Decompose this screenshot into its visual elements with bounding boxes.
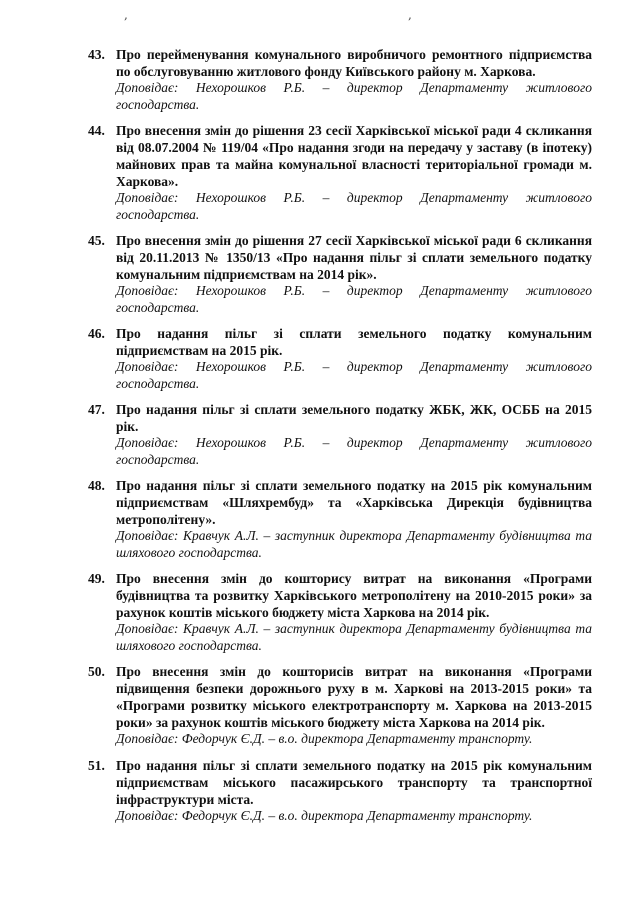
item-speaker: Доповідає: Нехорошков Р.Б. – директор Департаменту житлового господарства. <box>116 283 592 315</box>
item-number: 48. <box>88 478 105 493</box>
item-speaker: Доповідає: Федорчук Є.Д. – в.о. директора Департаменту транспорту. <box>116 807 533 823</box>
item-speaker: Доповідає: Кравчук А.Л. – заступник директора Департаменту будівництва та шляхового господарства. <box>116 621 592 653</box>
item-speaker: Доповідає: Федорчук Є.Д. – в.о. директора Департаменту транспорту. <box>116 731 533 746</box>
item-title: Про надання пільг зі сплати земельного податку комунальним підприємствам на 2015 рік. <box>116 326 592 358</box>
item-body <box>116 757 592 825</box>
item-number: 44. <box>88 123 105 138</box>
agenda-item <box>88 46 592 113</box>
item-number: 46. <box>88 326 105 341</box>
agenda-list <box>88 46 592 833</box>
item-number: 51. <box>88 757 105 773</box>
item-title: Про внесення змін до кошторисів витрат на виконання «Програми підвищення безпеки дорожнього руху в м. Харкові на 2013-2015 роки» та «Програми розвитку міського електротранспорту м. Харкова на 2013-2015 роки» за рахунок коштів міського бюджету міста Харкова на 2014 рік. <box>116 664 592 730</box>
item-title: Про внесення змін до рішення 27 сесії Харківської міської ради 6 скликання від 20.11.2013 № 1350/13 «Про надання пільг зі сплати земельного податку комунальним підприємствам на 2014 рік». <box>116 233 592 282</box>
item-body <box>116 46 592 113</box>
item-body <box>116 477 592 561</box>
item-body <box>116 570 592 654</box>
agenda-item <box>88 757 592 825</box>
item-number: 50. <box>88 664 105 679</box>
item-body <box>116 232 592 316</box>
item-title: Про надання пільг зі сплати земельного податку ЖБК, ЖК, ОСББ на 2015 рік. <box>116 402 592 434</box>
item-speaker: Доповідає: Кравчук А.Л. – заступник директора Департаменту будівництва та шляхового господарства. <box>116 528 592 560</box>
agenda-item <box>88 325 592 392</box>
agenda-item <box>88 663 592 748</box>
agenda-item <box>88 232 592 316</box>
item-speaker: Доповідає: Нехорошков Р.Б. – директор Департаменту житлового господарства. <box>116 435 592 467</box>
item-number: 49. <box>88 571 105 586</box>
scan-mark: , <box>408 8 412 22</box>
item-body <box>116 401 592 468</box>
item-speaker: Доповідає: Нехорошков Р.Б. – директор Департаменту житлового господарства. <box>116 190 592 222</box>
agenda-item <box>88 122 592 223</box>
item-title: Про внесення змін до кошторису витрат на виконання «Програми будівництва та розвитку Харківського метрополітену на 2010-2015 роки» за рахунок коштів міського бюджету міста Харкова на 2014 рік. <box>116 571 592 620</box>
item-title: Про внесення змін до рішення 23 сесії Харківської міської ради 4 скликання від 08.07.2004 № 119/04 «Про надання згоди на передачу у заставу (в іпотеку) майнових прав та майна комунальної власності територіальної громади м. Харкова». <box>116 123 592 189</box>
item-title: Про перейменування комунального виробничого ремонтного підприємства по обслуговуванню житлового фонду Київського району м. Харкова. <box>116 47 592 79</box>
item-speaker: Доповідає: Нехорошков Р.Б. – директор Департаменту житлового господарства. <box>116 80 592 112</box>
agenda-item <box>88 477 592 561</box>
scan-mark: , <box>124 8 128 22</box>
item-title: Про надання пільг зі сплати земельного податку на 2015 рік комунальним підприємствам «Шляхрембуд» та «Харківська Дирекція будівництва метрополітену». <box>116 478 592 527</box>
agenda-item <box>88 570 592 654</box>
item-speaker: Доповідає: Нехорошков Р.Б. – директор Департаменту житлового господарства. <box>116 359 592 391</box>
item-number: 45. <box>88 233 105 248</box>
item-title: Про надання пільг зі сплати земельного податку на 2015 рік комунальним підприємствам міського пасажирського транспорту та транспортної інфраструктури міста. <box>116 757 592 807</box>
item-body <box>116 663 592 748</box>
agenda-item <box>88 401 592 468</box>
item-body <box>116 122 592 223</box>
item-number: 47. <box>88 402 105 417</box>
item-number: 43. <box>88 47 105 62</box>
item-body <box>116 325 592 392</box>
